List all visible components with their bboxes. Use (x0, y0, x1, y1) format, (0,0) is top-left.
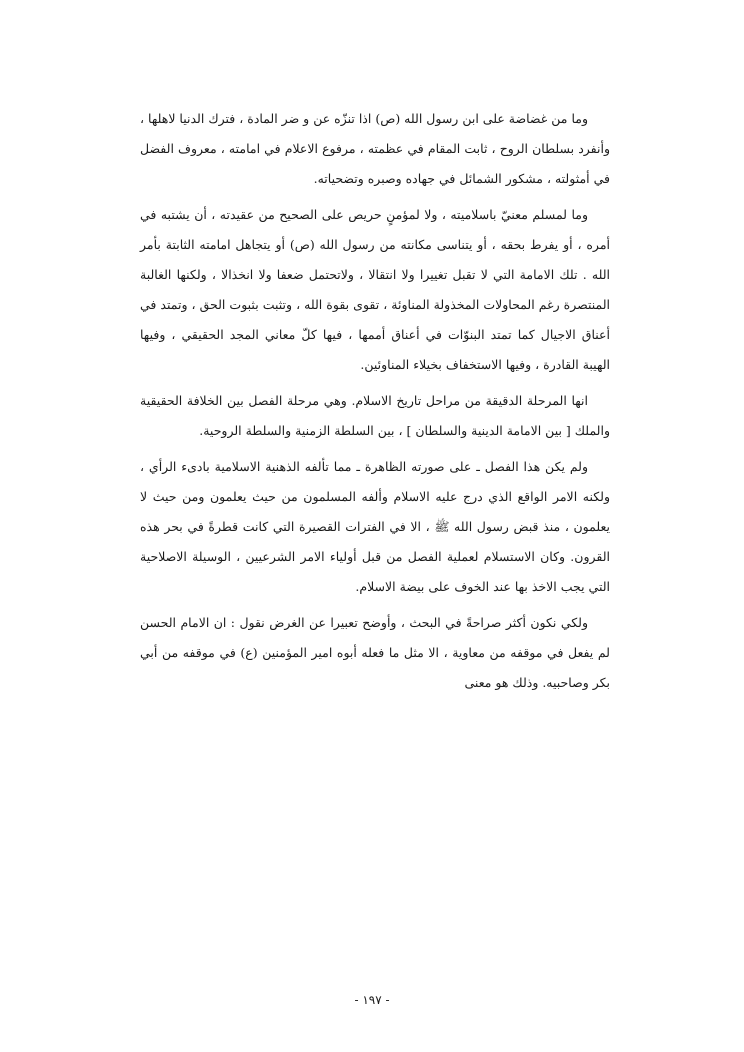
body-text (140, 104, 610, 704)
paragraph-4: ولم يكن هذا الفصل ـ على صورته الظاهرة ـ مما تألفه الذهنية الاسلامية بادىء الرأي ، ولكنه الامر الواقع الذي درج عليه الاسلام وألفه المسلمون من حيث يعلمون ومن حيث لا يعلمون ، منذ قبض رسول الله ﷺ ، الا في الفترات القصيرة التي كانت قطرةً في بحر هذه القرون. وكان الاستسلام لعملية الفصل من قبل أولياء الامر الشرعيين ، الوسيلة الاصلاحية التي يجب الاخذ بها عند الخوف على بيضة الاسلام. (140, 459, 610, 594)
paragraph-5: ولكي نكون أكثر صراحةً في البحث ، وأوضح تعبيرا عن الغرض نقول : ان الامام الحسن لم يفعل في موقفه من معاوية ، الا مثل ما فعله أبوه امير المؤمنين (ع) في موقفه من أبي بكر وصاحبيه. وذلك هو معنى (140, 615, 610, 690)
paragraph-2: وما لمسلم معنيّ باسلاميته ، ولا لمؤمنٍ حريص على الصحيح من عقيدته ، أن يشتبه في أمره ، أو يفرط بحقه ، أو يتناسى مكانته من رسول الله (ص) أو يتجاهل امامته الثابتة بأمر الله . تلك الامامة التي لا تقبل تغييرا ولا انتقالا ، ولاتحتمل ضعفا ولا انخذالا ، ولكنها الغالبة المنتصرة رغم المحاولات المخذولة المناوئة ، تقوى بقوة الله ، وتثبت بثبوت الحق ، وتمتد في أعناق الاجيال كما تمتد البنوّات في أعناق أممها ، فيها كلّ معاني المجد الحقيقي ، وفيها الهيبة القادرة ، وفيها الاستخفاف بخيلاء المناوئين. (140, 207, 610, 372)
paragraph-1: وما من غضاضة على ابن رسول الله (ص) اذا تنزّه عن و ضر المادة ، فترك الدنيا لاهلها ، وأنفرد بسلطان الروح ، ثابت المقام في عظمته ، مرفوع الاعلام في امامته ، معروف الفضل في أمثولته ، مشكور الشمائل في جهاده وصبره وتضحياته. (140, 111, 610, 186)
paragraph-3: انها المرحلة الدقيقة من مراحل تاريخ الاسلام. وهي مرحلة الفصل بين الخلافة الحقيقية والملك [ بين الامامة الدينية والسلطان ] ، بين السلطة الزمنية والسلطة الروحية. (140, 393, 610, 438)
page-number: - ١٩٧ - (354, 993, 390, 1007)
